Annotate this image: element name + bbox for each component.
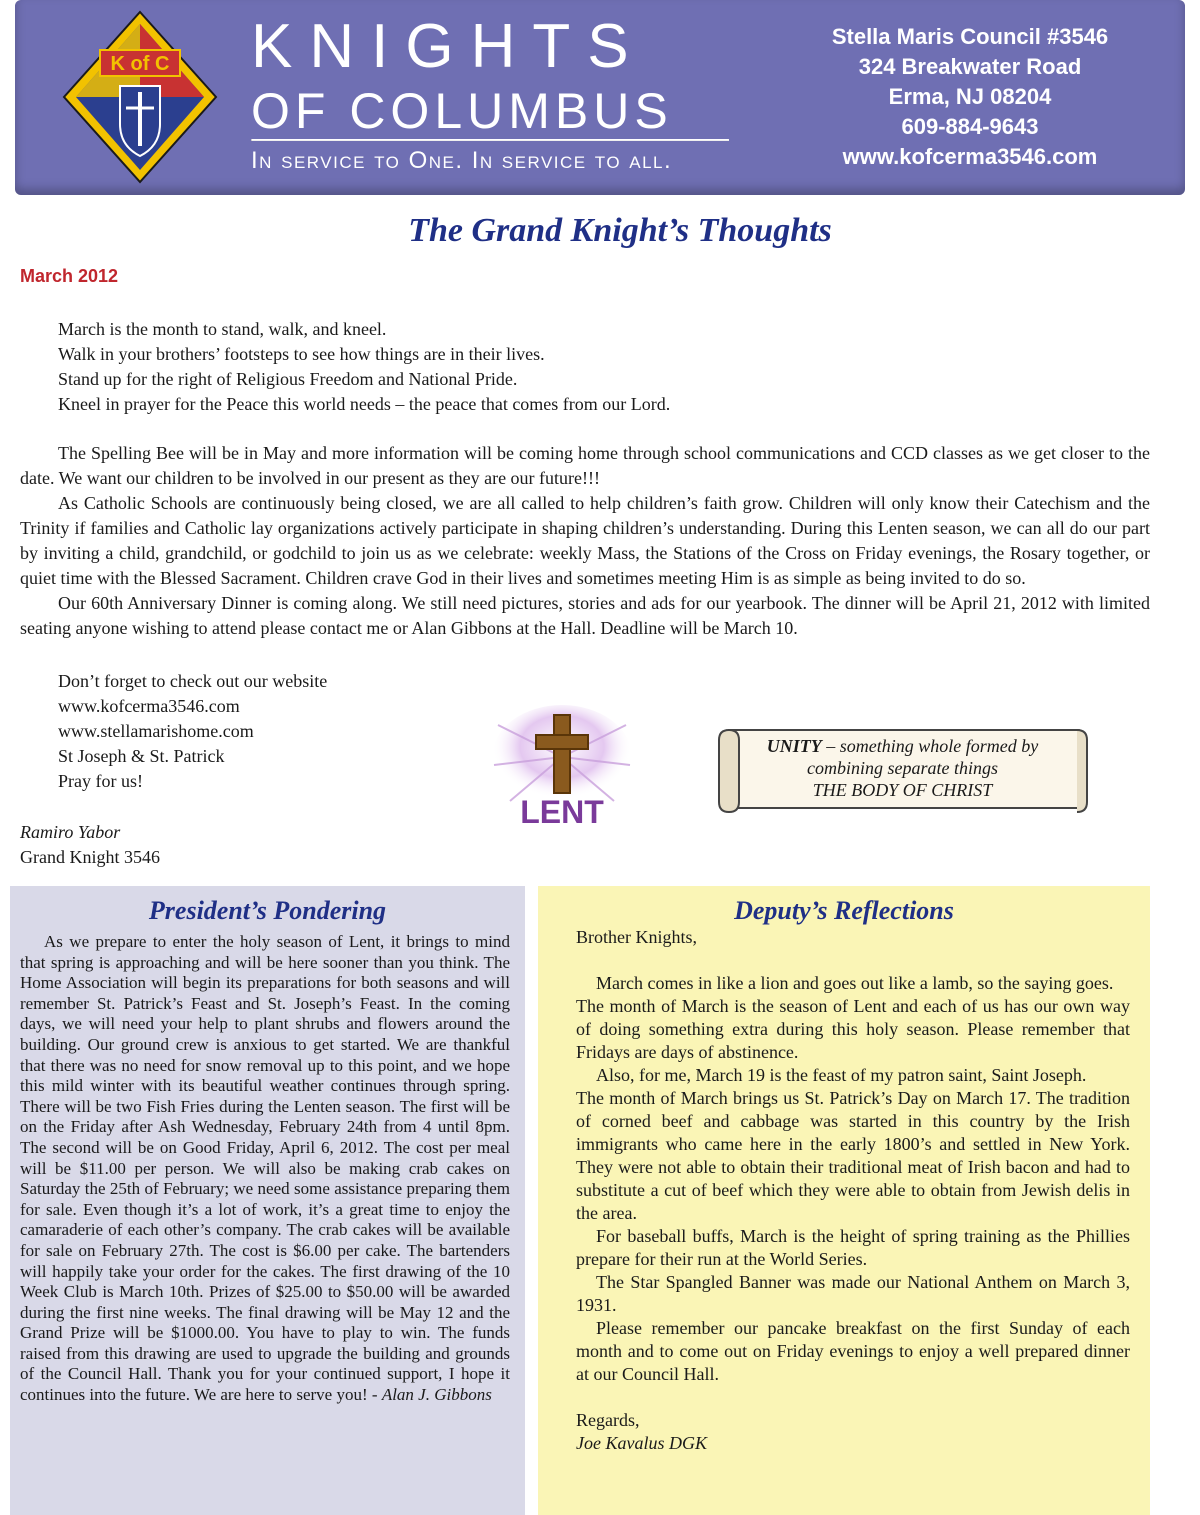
poem-line: Stand up for the right of Religious Freedom and National Pride. bbox=[58, 369, 518, 389]
unity-line1: – something whole formed by bbox=[821, 736, 1039, 756]
council-phone: 609-884-9643 bbox=[901, 114, 1039, 139]
links-intro: Don’t forget to check out our website bbox=[58, 671, 328, 691]
presidents-pondering-title: President’s Pondering bbox=[148, 896, 387, 925]
article-paragraph: As Catholic Schools are continuously being closed, we are all called to help children’s faith grow. Children will only know their Catechism and the Trinity if families and Catholic lay organizations actively participate in shaping children’s understanding. During this Lenten season, we can all do our part by inviting a child, grandchild, or godchild to join us as we celebrate: weekly Mass, the Stations of the Cross on Friday evenings, the Rosary together, or quiet time with the Blessed Sacrament. Children crave God in their lives and sometimes meeting Him is as simple as being invited to do so. bbox=[20, 493, 1150, 588]
deputys-reflections-title: Deputy’s Reflections bbox=[734, 896, 954, 925]
signature-name: Ramiro Yabor bbox=[20, 822, 121, 842]
presidents-pondering-author: Alan J. Gibbons bbox=[381, 1385, 492, 1405]
poem bbox=[58, 317, 670, 417]
article-body bbox=[20, 441, 1150, 641]
masthead bbox=[251, 12, 731, 175]
article-signature bbox=[20, 820, 160, 870]
deputy-paragraph: March comes in like a lion and goes out like a lamb, so the saying goes. bbox=[596, 973, 1114, 993]
signature-title: Grand Knight 3546 bbox=[20, 847, 160, 867]
org-name-line1: KNIGHTS bbox=[251, 12, 646, 81]
deputy-paragraph: Please remember our pancake breakfast on the first Sunday of each month and to come out on Friday evenings to enjoy a well prepared dinner at our Council Hall. bbox=[576, 1318, 1130, 1384]
lent-cross-graphic bbox=[490, 705, 635, 835]
knights-of-columbus-emblem bbox=[60, 8, 220, 186]
poem-line: Kneel in prayer for the Peace this world needs – the peace that comes from our Lord. bbox=[58, 394, 671, 414]
deputy-paragraph: For baseball buffs, March is the height of spring training as the Phillies prepare for their run at the World Series. bbox=[576, 1226, 1130, 1269]
poem-line: March is the month to stand, walk, and kneel. bbox=[58, 319, 387, 339]
council-address: 324 Breakwater Road bbox=[858, 54, 1082, 79]
saints-line: St Joseph & St. Patrick bbox=[58, 746, 225, 766]
presidents-pondering-section bbox=[10, 886, 525, 1515]
council-website[interactable]: www.kofcerma3546.com bbox=[842, 144, 1098, 169]
presidents-pondering-text bbox=[20, 932, 510, 1406]
emblem-text: K of C bbox=[110, 53, 170, 75]
contact-block bbox=[755, 22, 1185, 172]
org-name-line2: OF COLUMBUS bbox=[251, 83, 673, 139]
deputy-greeting: Brother Knights, bbox=[576, 927, 697, 947]
deputy-paragraph: The month of March is the season of Lent and each of us has our own way of doing something extra during this holy season. Please remember that Fridays are days of abstinence. bbox=[576, 996, 1130, 1062]
deputy-closing: Regards, bbox=[576, 1410, 640, 1430]
council-city: Erma, NJ 08204 bbox=[888, 84, 1052, 109]
link-stellamaris[interactable]: www.stellamarishome.com bbox=[58, 721, 254, 741]
header-banner bbox=[15, 0, 1185, 195]
tagline: In service to One. In service to all. bbox=[251, 147, 673, 174]
article-title: The Grand Knight’s Thoughts bbox=[408, 212, 832, 249]
unity-line3: THE BODY OF CHRIST bbox=[812, 780, 993, 800]
deputy-paragraph: Also, for me, March 19 is the feast of my patron saint, Saint Joseph. bbox=[596, 1065, 1087, 1085]
prayer-line: Pray for us! bbox=[58, 771, 143, 791]
deputys-reflections-text bbox=[576, 926, 1130, 1455]
article-paragraph: The Spelling Bee will be in May and more information will be coming home through school communications and CCD classes as we get closer to the date. We want our children to be involved in our present as they are our future!!! bbox=[20, 443, 1150, 488]
unity-word: UNITY bbox=[766, 736, 822, 756]
deputys-reflections-section bbox=[538, 886, 1150, 1515]
deputy-paragraph: The month of March brings us St. Patrick’s Day on March 17. The tradition of corned beef and cabbage was started in this country by the Irish immigrants who came here in the early 1800’s and settled in New York. They were not able to obtain their traditional meat of Irish bacon and had to substitute a cut of beef which they were able to obtain from Jewish delis in the area. bbox=[576, 1088, 1130, 1223]
article-paragraph: Our 60th Anniversary Dinner is coming along. We still need pictures, stories and ads for our yearbook. The dinner will be April 21, 2012 with limited seating anyone wishing to attend please contact me or Alan Gibbons at the Hall. Deadline will be March 10. bbox=[20, 593, 1150, 638]
masthead-rule bbox=[251, 139, 729, 141]
council-name: Stella Maris Council #3546 bbox=[831, 24, 1109, 49]
unity-line2: combining separate things bbox=[807, 758, 998, 778]
poem-line: Walk in your brothers’ footsteps to see how things are in their lives. bbox=[58, 344, 545, 364]
presidents-pondering-body: As we prepare to enter the holy season of Lent, it brings to mind that spring is approaching and will be here sooner than you think. The Home Association will begin its preparations for both seasons and will remember St. Patrick’s Feast and St. Joseph’s Feast. In the coming days, we will need your help to plant shrubs and flowers around the building. Our ground crew is anxious to get started. We are thankful that there was no need for snow removal up to this point, and we hope this mild winter with its beautiful weather continues through spring. There will be two Fish Fries during the Lenten season. The first will be on the Friday after Ash Wednesday, February 24th from 4 until 8pm. The second will be on Good Friday, April 6, 2012. The cost per meal will be $11.00 per person. We will also be making crab cakes on Saturday the 25th of February; we need some assistance preparing them for sale. Even though it’s a lot of work, it’s a great time to enjoy the camaraderie of each other’s company. The crab cakes will be available for sale on February 27th. The cost is $6.00 per cake. The bartenders will happily take your order for the cakes. The first drawing of the 10 Week Club is March 10th. Prizes of $25.00 to $50.00 will be awarded during the first nine weeks. The final drawing will be May 12 and the Grand Prize will be $1000.00. You have to play to win. The funds raised from this drawing are used to upgrade the building and grounds of the Council Hall. Thank you for your continued support, I hope it continues into the future. We are here to serve you! - bbox=[20, 932, 510, 1405]
deputy-signature: Joe Kavalus DGK bbox=[576, 1433, 707, 1453]
website-links bbox=[58, 669, 327, 794]
deputy-paragraph: The Star Spangled Banner was made our National Anthem on March 3, 1931. bbox=[576, 1272, 1130, 1315]
lent-label: LENT bbox=[520, 794, 604, 830]
link-kofc[interactable]: www.kofcerma3546.com bbox=[58, 696, 240, 716]
unity-scroll-text bbox=[735, 735, 1070, 801]
article-date: March 2012 bbox=[20, 266, 119, 286]
